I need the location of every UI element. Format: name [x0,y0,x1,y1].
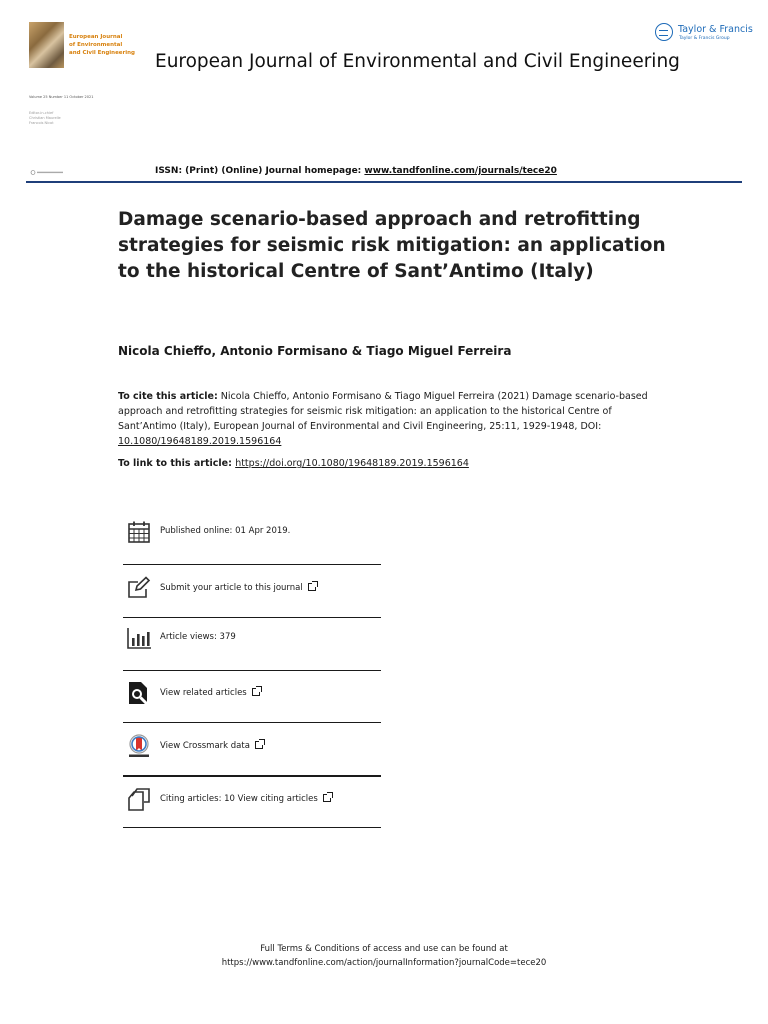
external-link-icon [308,583,316,591]
issn-line: ISSN: (Print) (Online) Journal homepage: www.tandfonline.com/journals/tece20 [155,166,557,176]
editors-list: Editor-in-chief Christian Maurelle Francois Nicot [29,111,61,125]
crossmark-icon [127,734,151,758]
published-row [123,506,381,558]
publisher-mini-logo [30,170,66,175]
terms-footer [0,942,768,970]
citing-articles-label: Citing articles: 10 View citing articles [160,793,331,804]
published-date: Published online: 01 Apr 2019. [160,526,291,536]
cite-label: To cite this article: [118,391,218,402]
submit-article-label: Submit your article to this journal [160,582,316,593]
citation-block [118,389,650,449]
cover-title: European Journal of Environmental and Civil Engineering [69,34,135,56]
calendar-icon [127,520,151,544]
crossmark-link[interactable] [123,720,381,772]
publisher-name: Taylor & Francis [678,24,753,35]
external-link-icon [255,741,263,749]
citing-articles-link[interactable] [123,773,381,825]
terms-line: Full Terms & Conditions of access and use can be found at [260,944,508,954]
edit-icon [127,576,151,600]
article-views-row [123,612,381,664]
related-articles-link[interactable] [123,667,381,719]
header-divider [26,181,742,183]
external-link-icon [323,794,331,802]
citing-articles-icon [127,787,151,811]
publisher-logo-icon [655,23,673,41]
divider [123,827,381,828]
cite-doi-link[interactable]: 10.1080/19648189.2019.1596164 [118,436,282,447]
journal-title: European Journal of Environmental and Civil Engineering [155,51,680,72]
terms-url[interactable]: https://www.tandfonline.com/action/journalInformation?journalCode=tece20 [221,958,547,968]
crossmark-label: View Crossmark data [160,740,263,751]
issue-meta: Volume 25 Number 11 October 2021 [29,95,94,99]
link-label: To link to this article: [118,458,236,469]
article-views: Article views: 379 [160,632,236,642]
journal-homepage-link[interactable]: www.tandfonline.com/journals/tece20 [364,166,557,176]
related-articles-label: View related articles [160,687,260,698]
article-title: Damage scenario-based approach and retrofitting strategies for seismic risk mitigation: an application to the historical Centre of Sant’Antimo (Italy) [118,209,666,282]
cite-text: Nicola Chieffo, Antonio Formisano & Tiago Miguel Ferreira (2021) Damage scenario-based approach and retrofitting strategies for seismic risk mitigation: an application to the historical Centre of Sant’Antimo (Italy), European Journal of Environmental and Civil Engineering, 25:11, 1929-1948, DOI: [118,391,648,432]
article-authors: Nicola Chieffo, Antonio Formisano & Tiago Miguel Ferreira [118,344,512,358]
journal-cover-image [29,22,64,68]
submit-article-link[interactable] [123,562,381,614]
search-document-icon [127,681,151,705]
external-link-icon [252,688,260,696]
bar-chart-icon [127,626,151,650]
article-link-line [118,458,469,469]
publisher-subtitle: Taylor & Francis Group [679,36,730,41]
article-doi-url[interactable]: https://doi.org/10.1080/19648189.2019.1596164 [235,458,469,469]
